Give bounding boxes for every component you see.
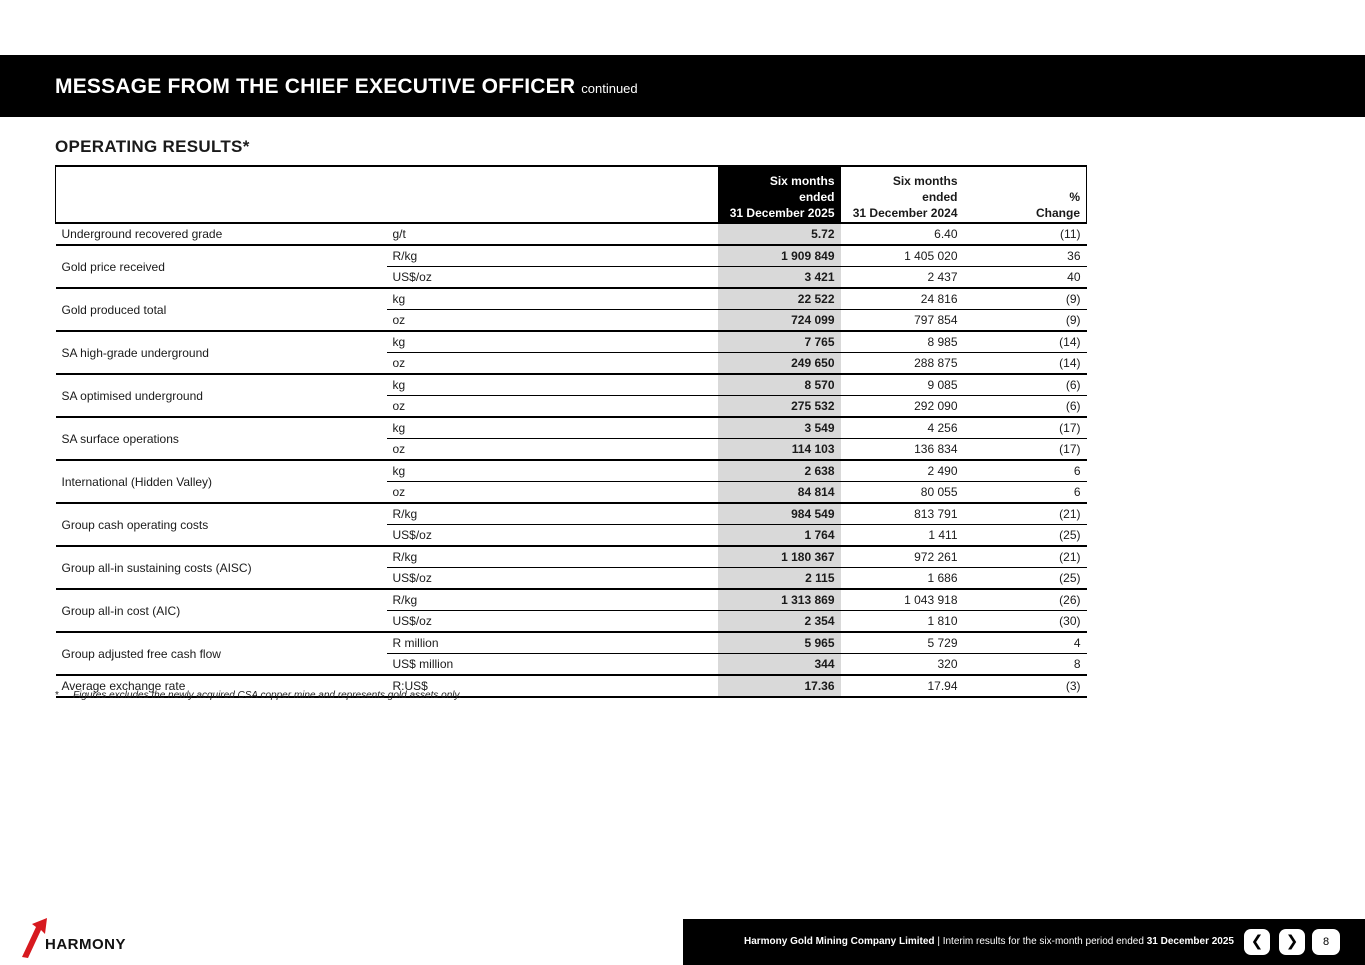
row-change: (21) <box>964 546 1087 568</box>
row-previous: 6.40 <box>841 223 964 245</box>
row-change: 4 <box>964 632 1087 654</box>
row-unit: oz <box>387 353 718 375</box>
chevron-left-icon: ❮ <box>1250 933 1264 950</box>
row-current: 344 <box>718 654 841 676</box>
prev-page-button[interactable] <box>1244 929 1270 955</box>
row-change: 40 <box>964 267 1087 289</box>
row-metric: SA high-grade underground <box>56 331 387 374</box>
row-metric: International (Hidden Valley) <box>56 460 387 503</box>
row-change: (9) <box>964 288 1087 310</box>
row-previous: 797 854 <box>841 310 964 332</box>
row-previous: 80 055 <box>841 482 964 504</box>
row-current: 2 354 <box>718 611 841 633</box>
header-band <box>0 55 1365 117</box>
row-current: 724 099 <box>718 310 841 332</box>
row-previous: 972 261 <box>841 546 964 568</box>
row-unit: kg <box>387 288 718 310</box>
row-previous: 4 256 <box>841 417 964 439</box>
row-current: 2 115 <box>718 568 841 590</box>
row-current: 22 522 <box>718 288 841 310</box>
header-unit <box>387 166 718 223</box>
row-change: (25) <box>964 525 1087 547</box>
row-unit: R/kg <box>387 589 718 611</box>
row-previous: 320 <box>841 654 964 676</box>
logo-wordmark: HARMONY <box>45 936 126 953</box>
row-metric: Underground recovered grade <box>56 223 387 245</box>
row-unit: R/kg <box>387 546 718 568</box>
row-previous: 292 090 <box>841 396 964 418</box>
row-current: 17.36 <box>718 675 841 697</box>
row-change: (14) <box>964 353 1087 375</box>
row-unit: kg <box>387 374 718 396</box>
row-unit: R:US$ <box>387 675 718 697</box>
header-current-period: Six months ended 31 December 2025 <box>718 166 841 223</box>
table-row <box>56 417 1087 439</box>
table-row <box>56 503 1087 525</box>
row-change: (11) <box>964 223 1087 245</box>
row-unit: R/kg <box>387 245 718 267</box>
row-current: 84 814 <box>718 482 841 504</box>
row-current: 1 764 <box>718 525 841 547</box>
table-row <box>56 546 1087 568</box>
row-current: 8 570 <box>718 374 841 396</box>
row-unit: R/kg <box>387 503 718 525</box>
row-current: 5 965 <box>718 632 841 654</box>
section-title: OPERATING RESULTS* <box>55 137 250 156</box>
row-change: (6) <box>964 374 1087 396</box>
row-unit: kg <box>387 417 718 439</box>
row-previous: 1 810 <box>841 611 964 633</box>
row-metric: Group cash operating costs <box>56 503 387 546</box>
footer-period: 31 December 2025 <box>1146 936 1234 947</box>
header-previous-period: Six months ended 31 December 2024 <box>841 166 964 223</box>
footer-company: Harmony Gold Mining Company Limited <box>743 936 935 947</box>
row-previous: 1 686 <box>841 568 964 590</box>
row-metric: Group adjusted free cash flow <box>56 632 387 675</box>
row-change: (30) <box>964 611 1087 633</box>
row-current: 7 765 <box>718 331 841 353</box>
row-previous: 813 791 <box>841 503 964 525</box>
row-change: (14) <box>964 331 1087 353</box>
row-unit: g/t <box>387 223 718 245</box>
row-current: 249 650 <box>718 353 841 375</box>
row-previous: 1 411 <box>841 525 964 547</box>
row-unit: kg <box>387 460 718 482</box>
row-unit: US$ million <box>387 654 718 676</box>
row-current: 3 421 <box>718 267 841 289</box>
row-previous: 24 816 <box>841 288 964 310</box>
row-change: 8 <box>964 654 1087 676</box>
footer-description: Interim results for the six-month period ended <box>942 936 1144 947</box>
footer-separator: | <box>937 936 940 947</box>
row-current: 5.72 <box>718 223 841 245</box>
row-current: 114 103 <box>718 439 841 461</box>
page-title-text: MESSAGE FROM THE CHIEF EXECUTIVE OFFICER <box>55 75 576 98</box>
row-metric: Gold price received <box>56 245 387 288</box>
row-unit: kg <box>387 331 718 353</box>
row-previous: 17.94 <box>841 675 964 697</box>
row-change: (9) <box>964 310 1087 332</box>
page-title <box>55 75 638 99</box>
row-current: 3 549 <box>718 417 841 439</box>
row-change: (21) <box>964 503 1087 525</box>
next-page-button[interactable] <box>1279 929 1305 955</box>
table-row <box>56 632 1087 654</box>
row-change: (17) <box>964 417 1087 439</box>
row-unit: oz <box>387 482 718 504</box>
row-metric: Group all-in sustaining costs (AISC) <box>56 546 387 589</box>
row-previous: 1 405 020 <box>841 245 964 267</box>
table-row <box>56 245 1087 267</box>
row-change: (26) <box>964 589 1087 611</box>
row-unit: R million <box>387 632 718 654</box>
row-metric: Group all-in cost (AIC) <box>56 589 387 632</box>
row-change: 6 <box>964 482 1087 504</box>
row-unit: oz <box>387 439 718 461</box>
page-subtitle: continued <box>581 81 638 96</box>
table-row <box>56 331 1087 353</box>
harmony-logo <box>20 915 145 960</box>
footer-band <box>683 919 1365 965</box>
operating-results-table <box>55 165 1087 698</box>
row-change: (6) <box>964 396 1087 418</box>
row-current: 984 549 <box>718 503 841 525</box>
footnote-mark: * <box>55 690 59 701</box>
row-change: 6 <box>964 460 1087 482</box>
row-previous: 136 834 <box>841 439 964 461</box>
row-current: 1 180 367 <box>718 546 841 568</box>
row-metric: SA optimised underground <box>56 374 387 417</box>
row-previous: 1 043 918 <box>841 589 964 611</box>
row-previous: 288 875 <box>841 353 964 375</box>
row-previous: 2 437 <box>841 267 964 289</box>
row-current: 2 638 <box>718 460 841 482</box>
row-previous: 2 490 <box>841 460 964 482</box>
row-current: 1 909 849 <box>718 245 841 267</box>
row-unit: US$/oz <box>387 267 718 289</box>
header-metric <box>56 166 387 223</box>
table-row <box>56 460 1087 482</box>
row-current: 275 532 <box>718 396 841 418</box>
chevron-right-icon: ❯ <box>1285 933 1299 950</box>
page-number: 8 <box>1312 929 1340 955</box>
row-unit: US$/oz <box>387 525 718 547</box>
row-change: (25) <box>964 568 1087 590</box>
table-row <box>56 589 1087 611</box>
table-row <box>56 223 1087 245</box>
footnote-text: Figures excludes the newly acquired CSA copper mine and represents gold assets only. <box>73 690 462 701</box>
row-previous: 8 985 <box>841 331 964 353</box>
row-change: (17) <box>964 439 1087 461</box>
row-current: 1 313 869 <box>718 589 841 611</box>
row-unit: oz <box>387 310 718 332</box>
row-metric: Average exchange rate <box>56 675 387 697</box>
row-unit: US$/oz <box>387 611 718 633</box>
row-metric: Gold produced total <box>56 288 387 331</box>
row-previous: 5 729 <box>841 632 964 654</box>
row-unit: US$/oz <box>387 568 718 590</box>
row-unit: oz <box>387 396 718 418</box>
row-previous: 9 085 <box>841 374 964 396</box>
row-change: (3) <box>964 675 1087 697</box>
row-change: 36 <box>964 245 1087 267</box>
header-change: % Change <box>964 166 1087 223</box>
table-row <box>56 374 1087 396</box>
table-row <box>56 288 1087 310</box>
row-metric: SA surface operations <box>56 417 387 460</box>
footer-caption <box>744 936 1234 947</box>
footnote <box>55 690 462 701</box>
table-header-row <box>56 166 1087 223</box>
